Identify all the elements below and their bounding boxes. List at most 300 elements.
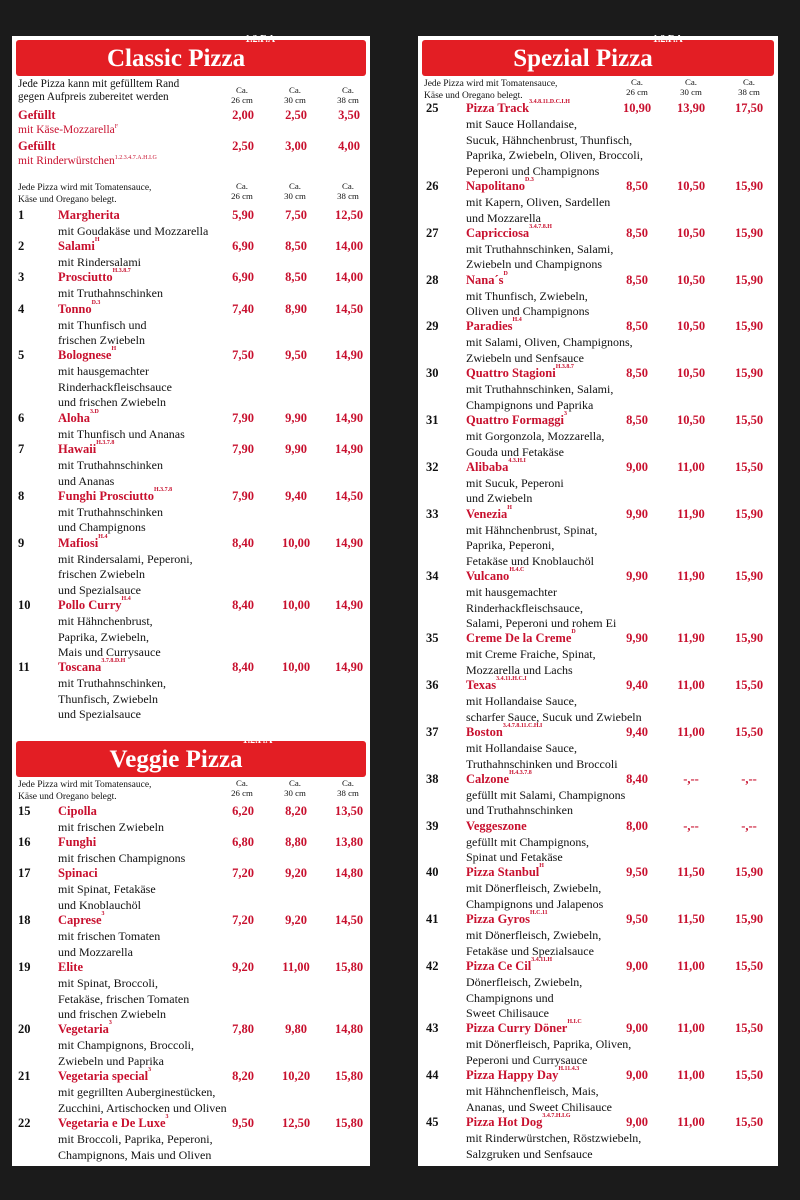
item-name: [466, 569, 524, 584]
item-price-2: 10,50: [676, 413, 706, 427]
item-number: 38: [426, 771, 439, 786]
item-allergen-codes: D: [503, 270, 508, 277]
item-description: [58, 882, 358, 913]
description-line: und Knoblauchöl: [58, 897, 141, 912]
item-price-3: 15,90: [734, 506, 764, 521]
item-price-1: 8,20: [232, 1069, 254, 1084]
intro-line: Jede Pizza wird mit Tomatensauce,: [18, 780, 152, 790]
item-name: [466, 366, 574, 381]
description-line: Peperoni und Champignons: [466, 163, 600, 178]
item-price-1: 9,40: [626, 678, 648, 693]
size-header-line: 30 cm: [284, 94, 306, 105]
item-allergen-codes: 3: [101, 911, 105, 918]
description-line: mit Creme Fraiche, Spinat,: [466, 647, 596, 662]
item-name: [466, 101, 570, 116]
item-name-text: Quattro Formaggi: [466, 413, 565, 427]
description-line: Dönerfleisch, Zwiebeln,: [466, 975, 583, 989]
item-number: 43: [426, 1021, 439, 1036]
classic-toppings-intro: [18, 182, 151, 206]
item-name-text: Prosciutto: [58, 270, 113, 285]
filled-price-3: 4,00: [338, 139, 360, 153]
description-line: Mais und Currysauce: [58, 645, 161, 659]
item-name-text: Pizza Happy Day: [466, 1068, 559, 1083]
item-name: [58, 804, 97, 819]
description-line: Fetakäse und Spezialsauce: [466, 943, 594, 958]
item-name: [58, 486, 173, 504]
size-header-line: 38 cm: [337, 94, 359, 105]
veggie-intro: [18, 779, 151, 803]
description-line: mit Spinat, Fetakäse: [58, 882, 156, 897]
item-name: [466, 457, 526, 475]
description-line: Spinat und Fetakäse: [466, 850, 563, 865]
item-price-2: 9,90: [285, 442, 307, 456]
item-price-2: 11,00: [677, 459, 705, 474]
item-allergen-codes: H.I.C: [567, 1019, 582, 1026]
item-allergen-codes: D.3: [91, 299, 101, 306]
item-name: [466, 270, 508, 288]
description-line: Champignons und: [466, 990, 554, 1005]
item-price-3: 14,90: [334, 348, 364, 363]
item-price-2: 11,90: [677, 506, 705, 521]
menu-panel-right: [418, 36, 778, 1166]
item-number: 30: [426, 366, 439, 381]
description-line: und Spezialsauce: [58, 582, 141, 597]
item-price-1: 7,80: [232, 1022, 254, 1037]
item-price-1: 9,90: [626, 631, 648, 646]
item-allergen-codes: H: [111, 346, 117, 353]
classic-size-header: [326, 86, 370, 105]
item-name-text: Capricciosa: [466, 225, 530, 240]
item-name: [58, 299, 101, 317]
item-allergen-codes: 3.4.11.H: [531, 957, 553, 963]
item-number: 18: [18, 913, 31, 928]
item-name-text: Creme De la Creme: [466, 631, 572, 646]
item-description: [466, 242, 766, 273]
item-description: [58, 505, 358, 536]
item-price-1: 5,90: [232, 208, 254, 222]
item-name-text: Funghi: [58, 835, 97, 850]
item-price-3: 12,50: [334, 208, 364, 222]
item-price-3: 15,90: [734, 179, 764, 193]
item-name-text: Pizza Curry Döner: [466, 1021, 568, 1036]
item-price-2: 8,20: [285, 804, 307, 818]
description-line: Salzgruken und Senfsauce: [466, 1146, 593, 1161]
item-name: [58, 533, 108, 551]
description-line: mit Sauce Hollandaise,: [466, 117, 577, 131]
classic-pizza-banner: [16, 34, 366, 76]
item-name-text: Veggeszone: [466, 818, 527, 833]
item-allergen-codes: H.4: [98, 533, 108, 540]
description-line: Sweet Chilisauce: [466, 1006, 549, 1020]
description-line: Sucuk, Hähnchenbrust, Thunfisch,: [466, 132, 633, 147]
item-allergen-codes: D.3: [525, 177, 534, 183]
item-description: [58, 318, 358, 349]
item-number: 39: [426, 818, 439, 833]
item-allergen-codes: 3: [148, 1067, 152, 1074]
item-description: [58, 255, 358, 271]
description-line: mit Sucuk, Peperoni: [466, 475, 564, 490]
description-line: mit Dönerfleisch, Paprika, Oliven,: [466, 1037, 632, 1052]
item-number: 25: [426, 101, 439, 115]
item-number: 36: [426, 678, 439, 693]
item-number: 3: [18, 270, 25, 285]
item-description: [466, 928, 766, 959]
filled-crust-description: [18, 155, 157, 167]
item-price-3: 13,80: [334, 835, 364, 850]
item-number: 20: [18, 1022, 31, 1037]
item-name: [58, 348, 116, 363]
description-line: und frischen Zwiebeln: [58, 1007, 166, 1021]
item-name: [58, 835, 96, 850]
filled-crust-label: Gefüllt: [18, 139, 56, 153]
item-price-2: 10,50: [676, 225, 706, 240]
description-line: mit Thunfisch, Zwiebeln,: [466, 288, 588, 303]
item-price-3: 15,90: [734, 631, 764, 646]
description-line: mit Rindersalami, Peperoni,: [58, 551, 193, 566]
description-line: mit Gorgonzola, Mozzarella,: [466, 429, 605, 443]
item-number: 7: [18, 442, 25, 456]
item-number: 29: [426, 319, 439, 334]
item-price-1: 6,90: [232, 239, 254, 254]
item-description: [58, 1085, 358, 1116]
item-name-text: Vegetaria special: [58, 1069, 149, 1084]
item-allergen-codes: D: [571, 629, 576, 636]
item-name-text: Pollo Curry: [58, 598, 122, 612]
item-description: [466, 195, 766, 226]
item-price-2: 9,40: [285, 488, 307, 503]
item-price-2: 10,00: [281, 598, 311, 612]
item-name: [466, 959, 552, 974]
item-price-3: 14,00: [334, 270, 364, 285]
item-number: 41: [426, 912, 439, 927]
size-header-line: 38 cm: [738, 86, 760, 97]
item-name: [58, 408, 99, 426]
item-number: 32: [426, 459, 439, 474]
description-line: und Ananas: [58, 473, 115, 488]
item-price-1: 8,00: [626, 818, 648, 833]
item-price-3: 15,90: [734, 225, 764, 240]
item-price-1: 9,00: [626, 1068, 648, 1083]
item-price-2: 12,50: [281, 1116, 311, 1130]
item-number: 11: [18, 660, 30, 675]
item-description: [466, 382, 766, 413]
description-line: und Zwiebeln: [466, 491, 533, 506]
description-line: mit Goudakäse und Mozzarella: [58, 224, 209, 238]
filled-crust-description: [18, 124, 118, 136]
item-price-2: 11,00: [677, 959, 705, 973]
spezial-pizza-title: Spezial Pizza: [513, 45, 653, 72]
item-price-3: 15,50: [734, 725, 764, 739]
item-name-text: Spinaci: [58, 866, 98, 881]
size-header-line: Ca.: [289, 181, 301, 191]
size-header-line: 38 cm: [337, 787, 359, 798]
item-allergen-codes: H.4.C: [509, 567, 525, 573]
spezial-pizza-banner: [422, 34, 774, 76]
item-number: 27: [426, 225, 439, 240]
item-price-1: 7,20: [232, 913, 254, 928]
item-price-3: 14,90: [334, 535, 364, 550]
item-price-2: 9,90: [285, 410, 307, 425]
item-name-text: Margherita: [58, 208, 120, 222]
description-line: Champignons und Jalapenos: [466, 896, 604, 911]
item-name-text: Alibaba: [466, 459, 509, 474]
item-name-text: Salami: [58, 239, 95, 254]
item-price-3: 15,90: [734, 569, 764, 583]
description-line: Oliven und Champignons: [466, 304, 590, 319]
filled-price-2: 3,00: [285, 139, 307, 153]
spezial-size-header: [727, 78, 771, 97]
item-price-1: 10,90: [622, 101, 652, 115]
size-header-line: 38 cm: [337, 190, 359, 201]
item-description: [466, 585, 766, 632]
item-price-2: 10,50: [676, 179, 706, 193]
veggie-size-header: [220, 779, 264, 798]
item-description: [466, 1084, 766, 1115]
item-name-text: Pizza Gyros: [466, 912, 530, 927]
item-description: [466, 117, 766, 179]
item-price-2: 9,20: [285, 866, 307, 881]
item-number: 15: [18, 804, 31, 818]
item-name: [58, 866, 98, 881]
item-name: [466, 504, 512, 522]
description-line: gefüllt mit Salami, Champignons: [466, 787, 626, 802]
size-header-line: 30 cm: [284, 787, 306, 798]
intro-line: Jede Pizza wird mit Tomatensauce,: [18, 183, 152, 193]
item-price-3: 14,80: [334, 866, 364, 881]
item-price-3: -,--: [741, 771, 757, 786]
item-description: [58, 676, 358, 723]
item-price-2: 11,00: [282, 960, 310, 974]
item-description: [466, 741, 766, 772]
description-line: mit Rindersalami: [58, 255, 141, 270]
item-number: 6: [18, 410, 25, 425]
item-price-2: 9,80: [285, 1022, 307, 1037]
item-number: 21: [18, 1069, 31, 1084]
item-price-3: 13,50: [334, 804, 364, 818]
size-header-line: Ca.: [685, 77, 697, 87]
description-line: mit Dönerfleisch, Zwiebeln,: [466, 928, 602, 943]
description-line: mit Salami, Oliven, Champignons,: [466, 335, 633, 350]
classic-toppings-size-header: [220, 182, 264, 201]
size-header-line: Ca.: [743, 77, 755, 87]
item-price-1: 8,40: [232, 535, 254, 550]
item-description: [466, 694, 766, 725]
spezial-size-header: [669, 78, 713, 97]
item-number: 2: [18, 239, 25, 254]
description-line: mit Broccoli, Paprika, Peperoni,: [58, 1132, 213, 1146]
menu-panel-left: [12, 36, 370, 1166]
item-number: 9: [18, 535, 25, 550]
item-price-2: 10,50: [676, 272, 706, 287]
item-name: [466, 1068, 579, 1083]
description-line: Rinderhackfleischsauce: [58, 379, 172, 394]
item-name-text: Napolitano: [466, 179, 526, 193]
item-name: [58, 1022, 112, 1037]
item-allergen-codes: H.11.4.3: [558, 1066, 580, 1073]
item-price-2: -,--: [683, 818, 699, 833]
item-price-1: 8,40: [232, 660, 254, 675]
description-line: mit Kapern, Oliven, Sardellen: [466, 195, 611, 209]
description-line: mit Hähnchenbrust,: [58, 614, 153, 628]
size-header-line: Ca.: [236, 181, 248, 191]
item-allergen-codes: H.4: [121, 596, 131, 602]
size-header-line: 26 cm: [626, 86, 648, 97]
description-line: Ananas, und Sweet Chilisauce: [466, 1099, 612, 1114]
description-line: Zwiebeln und Senfsauce: [466, 350, 584, 365]
description-line: mit Thunfisch und Ananas: [58, 426, 185, 441]
description-line: Fetakäse und Knoblauchöl: [466, 553, 594, 568]
item-description: [466, 1131, 766, 1162]
size-header-line: 30 cm: [284, 190, 306, 201]
item-price-3: 15,90: [734, 272, 764, 287]
item-description: [466, 335, 766, 366]
size-header-line: Ca.: [236, 85, 248, 95]
item-price-1: 8,40: [626, 771, 648, 786]
item-name-text: Vulcano: [466, 569, 510, 583]
item-allergen-codes: 3.4.7.8.H: [529, 223, 552, 230]
description-line: Fetakäse, frischen Tomaten: [58, 991, 190, 1006]
item-description: [58, 552, 358, 599]
description-line: Paprika, Peperoni,: [466, 538, 555, 553]
item-price-1: 9,90: [626, 506, 648, 521]
item-price-2: 10,20: [281, 1069, 311, 1084]
item-description: [58, 851, 358, 867]
item-price-2: 11,50: [677, 865, 705, 880]
description-line: mit Hähnchenfleisch, Mais,: [466, 1084, 599, 1099]
item-price-3: 14,50: [334, 488, 364, 503]
item-name-text: Pizza Track: [466, 101, 530, 115]
item-price-1: 9,40: [626, 725, 648, 739]
item-description: [466, 835, 766, 866]
item-price-3: 15,90: [734, 865, 764, 880]
item-price-3: 15,50: [734, 1068, 764, 1083]
description-line: mit Truthahnschinken: [58, 504, 164, 519]
item-price-3: 15,50: [734, 1115, 764, 1129]
spezial-size-header: [615, 78, 659, 97]
item-number: 31: [426, 413, 439, 427]
description-line: Paprika, Zwiebeln, Oliven, Broccoli,: [466, 148, 643, 162]
item-price-3: 15,90: [734, 366, 764, 381]
item-number: 16: [18, 835, 31, 850]
item-price-1: 8,50: [626, 225, 648, 240]
item-price-1: 7,20: [232, 866, 254, 881]
item-price-1: 6,80: [232, 835, 254, 850]
item-price-3: 14,00: [334, 239, 364, 254]
item-name: [466, 223, 552, 241]
item-description: [58, 820, 358, 836]
filled-crust-label: Gefüllt: [18, 108, 56, 122]
description-line: mit gegrillten Auberginestücken,: [58, 1085, 216, 1100]
item-price-1: 9,50: [232, 1116, 254, 1130]
description-line: Mozzarella und Lachs: [466, 662, 573, 677]
item-price-3: 14,50: [334, 913, 364, 928]
description-line: und Truthahnschinken: [466, 803, 574, 818]
description-line: Zwiebeln und Paprika: [58, 1053, 164, 1068]
item-number: 42: [426, 959, 439, 973]
item-allergen-codes: H.3.8.7: [112, 268, 131, 275]
item-name-text: Nana´s: [466, 272, 504, 287]
item-price-3: 17,50: [734, 101, 764, 115]
item-name: [466, 912, 548, 927]
description-line: mit Spinat, Broccoli,: [58, 976, 158, 990]
item-price-1: 8,50: [626, 272, 648, 287]
item-description: [466, 476, 766, 507]
item-allergen-codes: 3.D: [89, 408, 99, 415]
classic-size-header: [220, 86, 264, 105]
item-description: [58, 929, 358, 960]
item-name-text: Tonno: [58, 301, 92, 316]
filled-crust-description-text: mit Rinderwürstchen: [18, 155, 115, 167]
item-price-1: 7,90: [232, 442, 254, 456]
item-allergen-codes: 3: [564, 411, 568, 417]
spezial-pizza-codes: 1.2.F.A: [652, 34, 683, 45]
item-name-text: Pizza Hot Dog: [466, 1115, 543, 1129]
description-line: mit Champignons, Broccoli,: [58, 1038, 194, 1053]
item-name: [58, 270, 131, 285]
item-name: [466, 631, 576, 646]
item-name-text: Hawaii: [58, 442, 97, 456]
item-price-2: -,--: [683, 771, 699, 786]
item-number: 40: [426, 865, 439, 880]
item-number: 37: [426, 725, 439, 739]
item-price-3: 15,50: [734, 678, 764, 693]
description-line: und Spezialsauce: [58, 707, 141, 722]
item-price-3: 15,80: [334, 1116, 364, 1130]
item-number: 22: [18, 1116, 31, 1130]
description-line: frischen Zwiebeln: [58, 567, 145, 582]
intro-line: Jede Pizza wird mit Tomatensauce,: [424, 79, 558, 89]
item-price-1: 9,00: [626, 1115, 648, 1129]
item-number: 4: [18, 301, 25, 316]
item-price-2: 10,00: [281, 660, 311, 675]
item-allergen-codes: H.4.3.7.8: [509, 769, 532, 776]
item-price-1: 8,40: [232, 598, 254, 612]
filled-price-1: 2,00: [232, 108, 254, 122]
item-name: [466, 865, 544, 880]
item-description: [58, 364, 358, 411]
item-description: [466, 289, 766, 320]
intro-line: gegen Aufpreis zubereitet werden: [18, 91, 169, 103]
item-description: [466, 788, 766, 819]
intro-line: Käse und Oregano belegt.: [424, 91, 523, 101]
size-header-line: 30 cm: [680, 86, 702, 97]
item-price-3: 14,50: [334, 301, 364, 316]
item-name-text: Aloha: [58, 410, 90, 425]
item-name: [58, 960, 83, 975]
item-allergen-codes: 4.3.H.I: [508, 457, 526, 464]
item-name: [58, 1069, 151, 1084]
item-allergen-codes: H: [94, 237, 100, 244]
item-price-1: 7,40: [232, 301, 254, 316]
description-line: mit Truthahnschinken, Salami,: [466, 241, 614, 256]
item-name: [466, 1115, 571, 1130]
description-line: mit frischen Zwiebeln: [58, 820, 164, 834]
item-price-2: 8,80: [285, 835, 307, 850]
size-header-line: Ca.: [289, 778, 301, 788]
item-name: [58, 660, 125, 675]
item-price-2: 7,50: [285, 208, 307, 222]
item-allergen-codes: 3.4.7.8.11.C.H.I: [502, 723, 543, 729]
item-name-text: Caprese: [58, 913, 102, 928]
item-price-2: 13,90: [676, 101, 706, 115]
item-name-text: Paradies: [466, 319, 513, 334]
item-number: 19: [18, 960, 31, 974]
item-price-2: 8,50: [285, 239, 307, 254]
item-price-1: 8,50: [626, 366, 648, 381]
item-price-2: 11,00: [677, 1068, 705, 1083]
classic-toppings-size-header: [326, 182, 370, 201]
item-price-3: 15,90: [734, 912, 764, 927]
